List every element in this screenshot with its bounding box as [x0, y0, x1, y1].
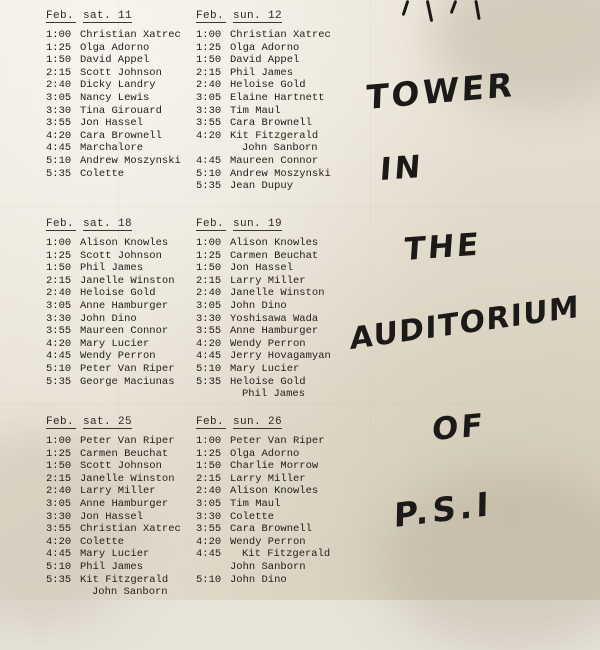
entry-name: Anne Hamburger — [230, 325, 319, 338]
entry-name: Jon Hassel — [230, 262, 294, 275]
entry-time: 5:35 — [196, 180, 222, 193]
entry-name: Scott Johnson — [80, 66, 162, 79]
entry-time: 2:15 — [196, 66, 222, 79]
entry-name: Larry Miller — [230, 274, 306, 287]
schedule-entry — [196, 180, 346, 193]
schedule-entry — [46, 300, 196, 313]
entry-time: 3:55 — [46, 325, 72, 338]
entry-time: 4:20 — [46, 337, 72, 350]
schedule-entry — [196, 92, 346, 105]
entry-list — [196, 237, 346, 401]
schedule-entry — [196, 574, 346, 587]
entry-name: Charlie Morrow — [230, 460, 319, 473]
entry-list — [46, 435, 196, 599]
entry-name: Janelle Winston — [230, 287, 325, 300]
schedule-block — [196, 416, 346, 586]
entry-time: 3:30 — [46, 104, 72, 117]
entry-name: Colette — [80, 535, 125, 548]
entry-name: Phil James — [80, 560, 144, 573]
entry-name: Marchalore — [80, 142, 144, 155]
entry-name: George Maciunas — [80, 375, 175, 388]
entry-name: Kit Fitzgerald — [230, 129, 319, 142]
entry-time: 2:40 — [196, 485, 222, 498]
entry-name: Anne Hamburger — [80, 299, 169, 312]
entry-time: 1:50 — [46, 262, 72, 275]
schedule-entry — [196, 548, 346, 561]
entry-time: 1:50 — [196, 460, 222, 473]
entry-name: Jean Dupuy — [230, 180, 294, 193]
schedule-entry — [196, 237, 346, 250]
entry-name: Colette — [80, 167, 125, 180]
schedule-entry — [196, 473, 346, 486]
entry-time: 5:35 — [46, 167, 72, 180]
entry-time: 5:10 — [46, 154, 72, 167]
schedule-entry — [46, 105, 196, 118]
entry-name: Phil James — [80, 262, 144, 275]
schedule-entry — [196, 250, 346, 263]
paper-crease — [370, 0, 371, 600]
entry-time: 4:45 — [196, 154, 222, 167]
schedule-entry — [196, 67, 346, 80]
entry-time: 4:20 — [46, 129, 72, 142]
entry-name: Janelle Winston — [80, 274, 175, 287]
schedule-entry — [196, 536, 346, 549]
schedule-entry — [46, 338, 196, 351]
entry-time: 1:25 — [46, 447, 72, 460]
entry-time: 3:30 — [46, 312, 72, 325]
schedule-entry — [196, 350, 346, 363]
schedule-block — [46, 416, 196, 599]
schedule-entry — [196, 363, 346, 376]
block-month: Feb. — [46, 416, 75, 428]
schedule-entry — [196, 435, 346, 448]
entry-time: 2:15 — [46, 472, 72, 485]
entry-time: 3:05 — [196, 91, 222, 104]
schedule-entry — [196, 561, 346, 574]
handwritten-line-of: OF — [431, 407, 487, 449]
entry-name: Peter Van Riper — [80, 435, 175, 447]
schedule-entry — [46, 237, 196, 250]
ink-stroke — [402, 0, 410, 16]
block-heading — [46, 416, 196, 429]
schedule-entry — [46, 54, 196, 67]
schedule-entry — [196, 376, 346, 389]
schedule-entry — [46, 130, 196, 143]
handwritten-line-tower: TOWER — [365, 64, 517, 118]
entry-time: 4:45 — [46, 142, 72, 155]
entry-name: Cara Brownell — [230, 523, 312, 536]
entry-name: Tim Maul — [230, 497, 281, 510]
entry-name: Tim Maul — [230, 104, 281, 117]
entry-name: Nancy Lewis — [80, 91, 150, 104]
block-heading — [196, 10, 346, 23]
entry-time: 2:15 — [46, 66, 72, 79]
block-day: sun. 19 — [233, 218, 283, 230]
entry-name: Heloise Gold — [80, 287, 156, 300]
entry-time: 3:55 — [196, 117, 222, 130]
entry-time: 3:55 — [46, 523, 72, 536]
entry-time: 3:30 — [196, 312, 222, 325]
entry-time: 3:05 — [46, 497, 72, 510]
entry-time: 2:15 — [196, 274, 222, 287]
entry-name: Alison Knowles — [230, 485, 319, 498]
entry-name: Anne Hamburger — [80, 497, 169, 510]
schedule-entry — [196, 130, 346, 143]
handwritten-line-the: THE — [402, 226, 483, 269]
block-day: sat. 25 — [83, 416, 133, 428]
entry-name: David Appel — [80, 54, 150, 67]
schedule-entry — [46, 168, 196, 181]
entry-time: 1:25 — [196, 447, 222, 460]
entry-name: David Appel — [230, 54, 300, 67]
entry-name: Heloise Gold — [230, 79, 306, 92]
entry-name: Maureen Connor — [230, 154, 319, 167]
entry-name: Maureen Connor — [80, 325, 169, 338]
schedule-entry — [196, 325, 346, 338]
entry-name: Janelle Winston — [80, 472, 175, 485]
entry-name: Alison Knowles — [230, 237, 319, 249]
schedule-entry — [196, 313, 346, 326]
schedule-entry — [46, 250, 196, 263]
schedule-entry — [46, 460, 196, 473]
entry-time: 3:30 — [196, 510, 222, 523]
entry-name: Elaine Hartnett — [230, 91, 325, 104]
schedule-entry — [46, 485, 196, 498]
block-day: sun. 12 — [233, 10, 283, 22]
schedule-entry — [196, 448, 346, 461]
entry-time: 4:45 — [196, 548, 222, 561]
block-heading — [46, 218, 196, 231]
entry-name: Olga Adorno — [80, 41, 150, 54]
entry-time: 1:50 — [46, 54, 72, 67]
entry-time: 1:25 — [196, 249, 222, 262]
entry-time: 4:45 — [46, 350, 72, 363]
entry-name: Jerry Hovagamyan — [230, 350, 331, 363]
entry-name: Andrew Moszynski — [80, 154, 181, 167]
schedule-entry — [46, 262, 196, 275]
entry-name: Scott Johnson — [80, 249, 162, 262]
entry-time: 1:50 — [196, 54, 222, 67]
schedule-entry — [196, 388, 346, 401]
schedule-entry — [196, 262, 346, 275]
entry-time: 5:10 — [46, 362, 72, 375]
entry-name: Christian Xatrec — [230, 29, 331, 41]
entry-time: 1:00 — [196, 435, 222, 447]
entry-time: 1:00 — [196, 29, 222, 41]
schedule-entry — [46, 29, 196, 42]
entry-name: Phil James — [242, 388, 306, 401]
block-heading — [196, 416, 346, 429]
entry-time: 3:30 — [46, 510, 72, 523]
schedule-entry — [196, 168, 346, 181]
schedule-entry — [46, 473, 196, 486]
entry-time: 5:10 — [196, 167, 222, 180]
entry-time: 2:40 — [46, 287, 72, 300]
entry-time: 5:35 — [46, 375, 72, 388]
schedule-entry — [46, 498, 196, 511]
entry-time: 2:40 — [196, 79, 222, 92]
entry-time: 3:05 — [196, 497, 222, 510]
entry-time: 1:25 — [46, 41, 72, 54]
entry-time: 3:05 — [196, 299, 222, 312]
entry-name: Mary Lucier — [230, 362, 300, 375]
entry-name: Heloise Gold — [230, 375, 306, 388]
entry-time: 4:20 — [196, 535, 222, 548]
schedule-entry — [46, 92, 196, 105]
schedule-entry — [46, 350, 196, 363]
schedule-entry — [46, 523, 196, 536]
entry-time: 4:20 — [46, 535, 72, 548]
entry-name: Jon Hassel — [80, 117, 144, 130]
entry-name: Carmen Beuchat — [80, 447, 169, 460]
schedule-entry — [46, 313, 196, 326]
entry-time: 4:20 — [196, 337, 222, 350]
entry-name: Kit Fitzgerald — [242, 548, 331, 561]
entry-time: 1:50 — [46, 460, 72, 473]
schedule-entry — [46, 155, 196, 168]
entry-time: 1:25 — [196, 41, 222, 54]
entry-name: John Dino — [80, 312, 137, 325]
entry-name: Alison Knowles — [80, 237, 169, 249]
entry-time: 4:20 — [196, 129, 222, 142]
paper-shading — [430, 0, 600, 110]
entry-time: 1:50 — [196, 262, 222, 275]
schedule-entry — [196, 460, 346, 473]
entry-time: 5:10 — [46, 560, 72, 573]
schedule-entry — [196, 79, 346, 92]
entry-name: Wendy Perron — [230, 535, 306, 548]
entry-name: John Sanborn — [242, 142, 318, 155]
entry-name: Christian Xatrec — [80, 29, 181, 41]
entry-time: 4:45 — [46, 548, 72, 561]
block-day: sat. 11 — [83, 10, 133, 22]
entry-name: Yoshisawa Wada — [230, 312, 319, 325]
entry-time: 1:00 — [196, 237, 222, 249]
entry-name: Wendy Perron — [230, 337, 306, 350]
entry-time: 2:15 — [46, 274, 72, 287]
entry-name: Cara Brownell — [230, 117, 312, 130]
schedule-entry — [46, 574, 196, 587]
schedule-entry — [46, 325, 196, 338]
entry-time: 3:05 — [46, 299, 72, 312]
entry-name: Olga Adorno — [230, 41, 300, 54]
schedule-entry — [46, 548, 196, 561]
schedule-entry — [196, 142, 346, 155]
schedule-entry — [46, 287, 196, 300]
paper-shading — [380, 470, 600, 650]
entry-time: 2:15 — [196, 472, 222, 485]
block-month: Feb. — [196, 218, 225, 230]
schedule-entry — [196, 155, 346, 168]
entry-name: Scott Johnson — [80, 460, 162, 473]
entry-name: Phil James — [230, 66, 294, 79]
entry-name: Kit Fitzgerald — [80, 573, 169, 586]
entry-name: John Dino — [230, 299, 287, 312]
schedule-entry — [196, 498, 346, 511]
entry-list — [196, 435, 346, 586]
entry-time: 5:35 — [196, 375, 222, 388]
schedule-entry — [46, 142, 196, 155]
entry-time: 3:55 — [196, 523, 222, 536]
block-month: Feb. — [196, 416, 225, 428]
handwritten-line-auditorium: AUDITORIUM — [350, 289, 580, 358]
schedule-block — [46, 218, 196, 388]
entry-time: 1:00 — [46, 29, 72, 41]
schedule-entry — [46, 117, 196, 130]
entry-time: 2:40 — [196, 287, 222, 300]
schedule-entry — [196, 105, 346, 118]
entry-name: Peter Van Riper — [230, 435, 325, 447]
schedule-entry — [46, 376, 196, 389]
schedule-entry — [46, 42, 196, 55]
entry-time: 1:00 — [46, 435, 72, 447]
entry-time: 3:30 — [196, 104, 222, 117]
entry-time: 4:45 — [196, 350, 222, 363]
entry-list — [196, 29, 346, 193]
schedule-entry — [196, 338, 346, 351]
schedule-entry — [46, 435, 196, 448]
entry-name: Mary Lucier — [80, 337, 150, 350]
ink-stroke — [450, 0, 458, 14]
entry-name: John Sanborn — [230, 560, 306, 573]
block-month: Feb. — [46, 10, 75, 22]
entry-name: Larry Miller — [80, 485, 156, 498]
schedule-entry — [46, 536, 196, 549]
schedule-entry — [46, 67, 196, 80]
block-month: Feb. — [196, 10, 225, 22]
entry-name: Colette — [230, 510, 275, 523]
entry-name: Andrew Moszynski — [230, 167, 331, 180]
schedule-entry — [196, 29, 346, 42]
entry-name: Olga Adorno — [230, 447, 300, 460]
entry-time: 1:25 — [46, 249, 72, 262]
entry-name: Wendy Perron — [80, 350, 156, 363]
block-heading — [46, 10, 196, 23]
schedule-entry — [46, 79, 196, 92]
schedule-entry — [46, 448, 196, 461]
schedule-entry — [46, 363, 196, 376]
entry-time: 5:10 — [196, 362, 222, 375]
schedule-entry — [196, 54, 346, 67]
entry-time: 3:05 — [46, 91, 72, 104]
schedule-entry — [196, 117, 346, 130]
schedule-entry — [46, 586, 196, 599]
schedule-entry — [196, 300, 346, 313]
ink-stroke — [426, 0, 434, 22]
entry-list — [46, 237, 196, 388]
ink-stroke — [474, 0, 480, 20]
schedule-block — [196, 218, 346, 401]
schedule-entry — [196, 511, 346, 524]
entry-name: Larry Miller — [230, 472, 306, 485]
schedule-entry — [196, 42, 346, 55]
entry-time: 3:55 — [46, 117, 72, 130]
entry-time: 2:40 — [46, 485, 72, 498]
entry-time: 1:00 — [46, 237, 72, 249]
block-day: sat. 18 — [83, 218, 133, 230]
schedule-entry — [196, 275, 346, 288]
schedule-entry — [46, 511, 196, 524]
entry-name: Tina Girouard — [80, 104, 162, 117]
block-month: Feb. — [46, 218, 75, 230]
schedule-entry — [196, 287, 346, 300]
schedule-entry — [46, 275, 196, 288]
entry-name: Jon Hassel — [80, 510, 144, 523]
block-heading — [196, 218, 346, 231]
entry-name: Mary Lucier — [80, 548, 150, 561]
entry-name: Christian Xatrec — [80, 523, 181, 536]
schedule-block — [196, 10, 346, 193]
schedule-block — [46, 10, 196, 180]
entry-name: John Dino — [230, 573, 287, 586]
handwritten-line-in: IN — [378, 148, 425, 189]
schedule-entry — [196, 485, 346, 498]
entry-name: Dicky Landry — [80, 79, 156, 92]
block-day: sun. 26 — [233, 416, 283, 428]
entry-name: Peter Van Riper — [80, 362, 175, 375]
entry-time: 5:35 — [46, 573, 72, 586]
entry-name: Carmen Beuchat — [230, 249, 319, 262]
schedule-entry — [46, 561, 196, 574]
schedule-entry — [196, 523, 346, 536]
entry-name: Cara Brownell — [80, 129, 162, 142]
handwritten-line-psi: P.S.I — [393, 483, 493, 536]
entry-list — [46, 29, 196, 180]
entry-name: John Sanborn — [92, 586, 168, 599]
entry-time: 3:55 — [196, 325, 222, 338]
entry-time: 2:40 — [46, 79, 72, 92]
entry-time: 5:10 — [196, 573, 222, 586]
